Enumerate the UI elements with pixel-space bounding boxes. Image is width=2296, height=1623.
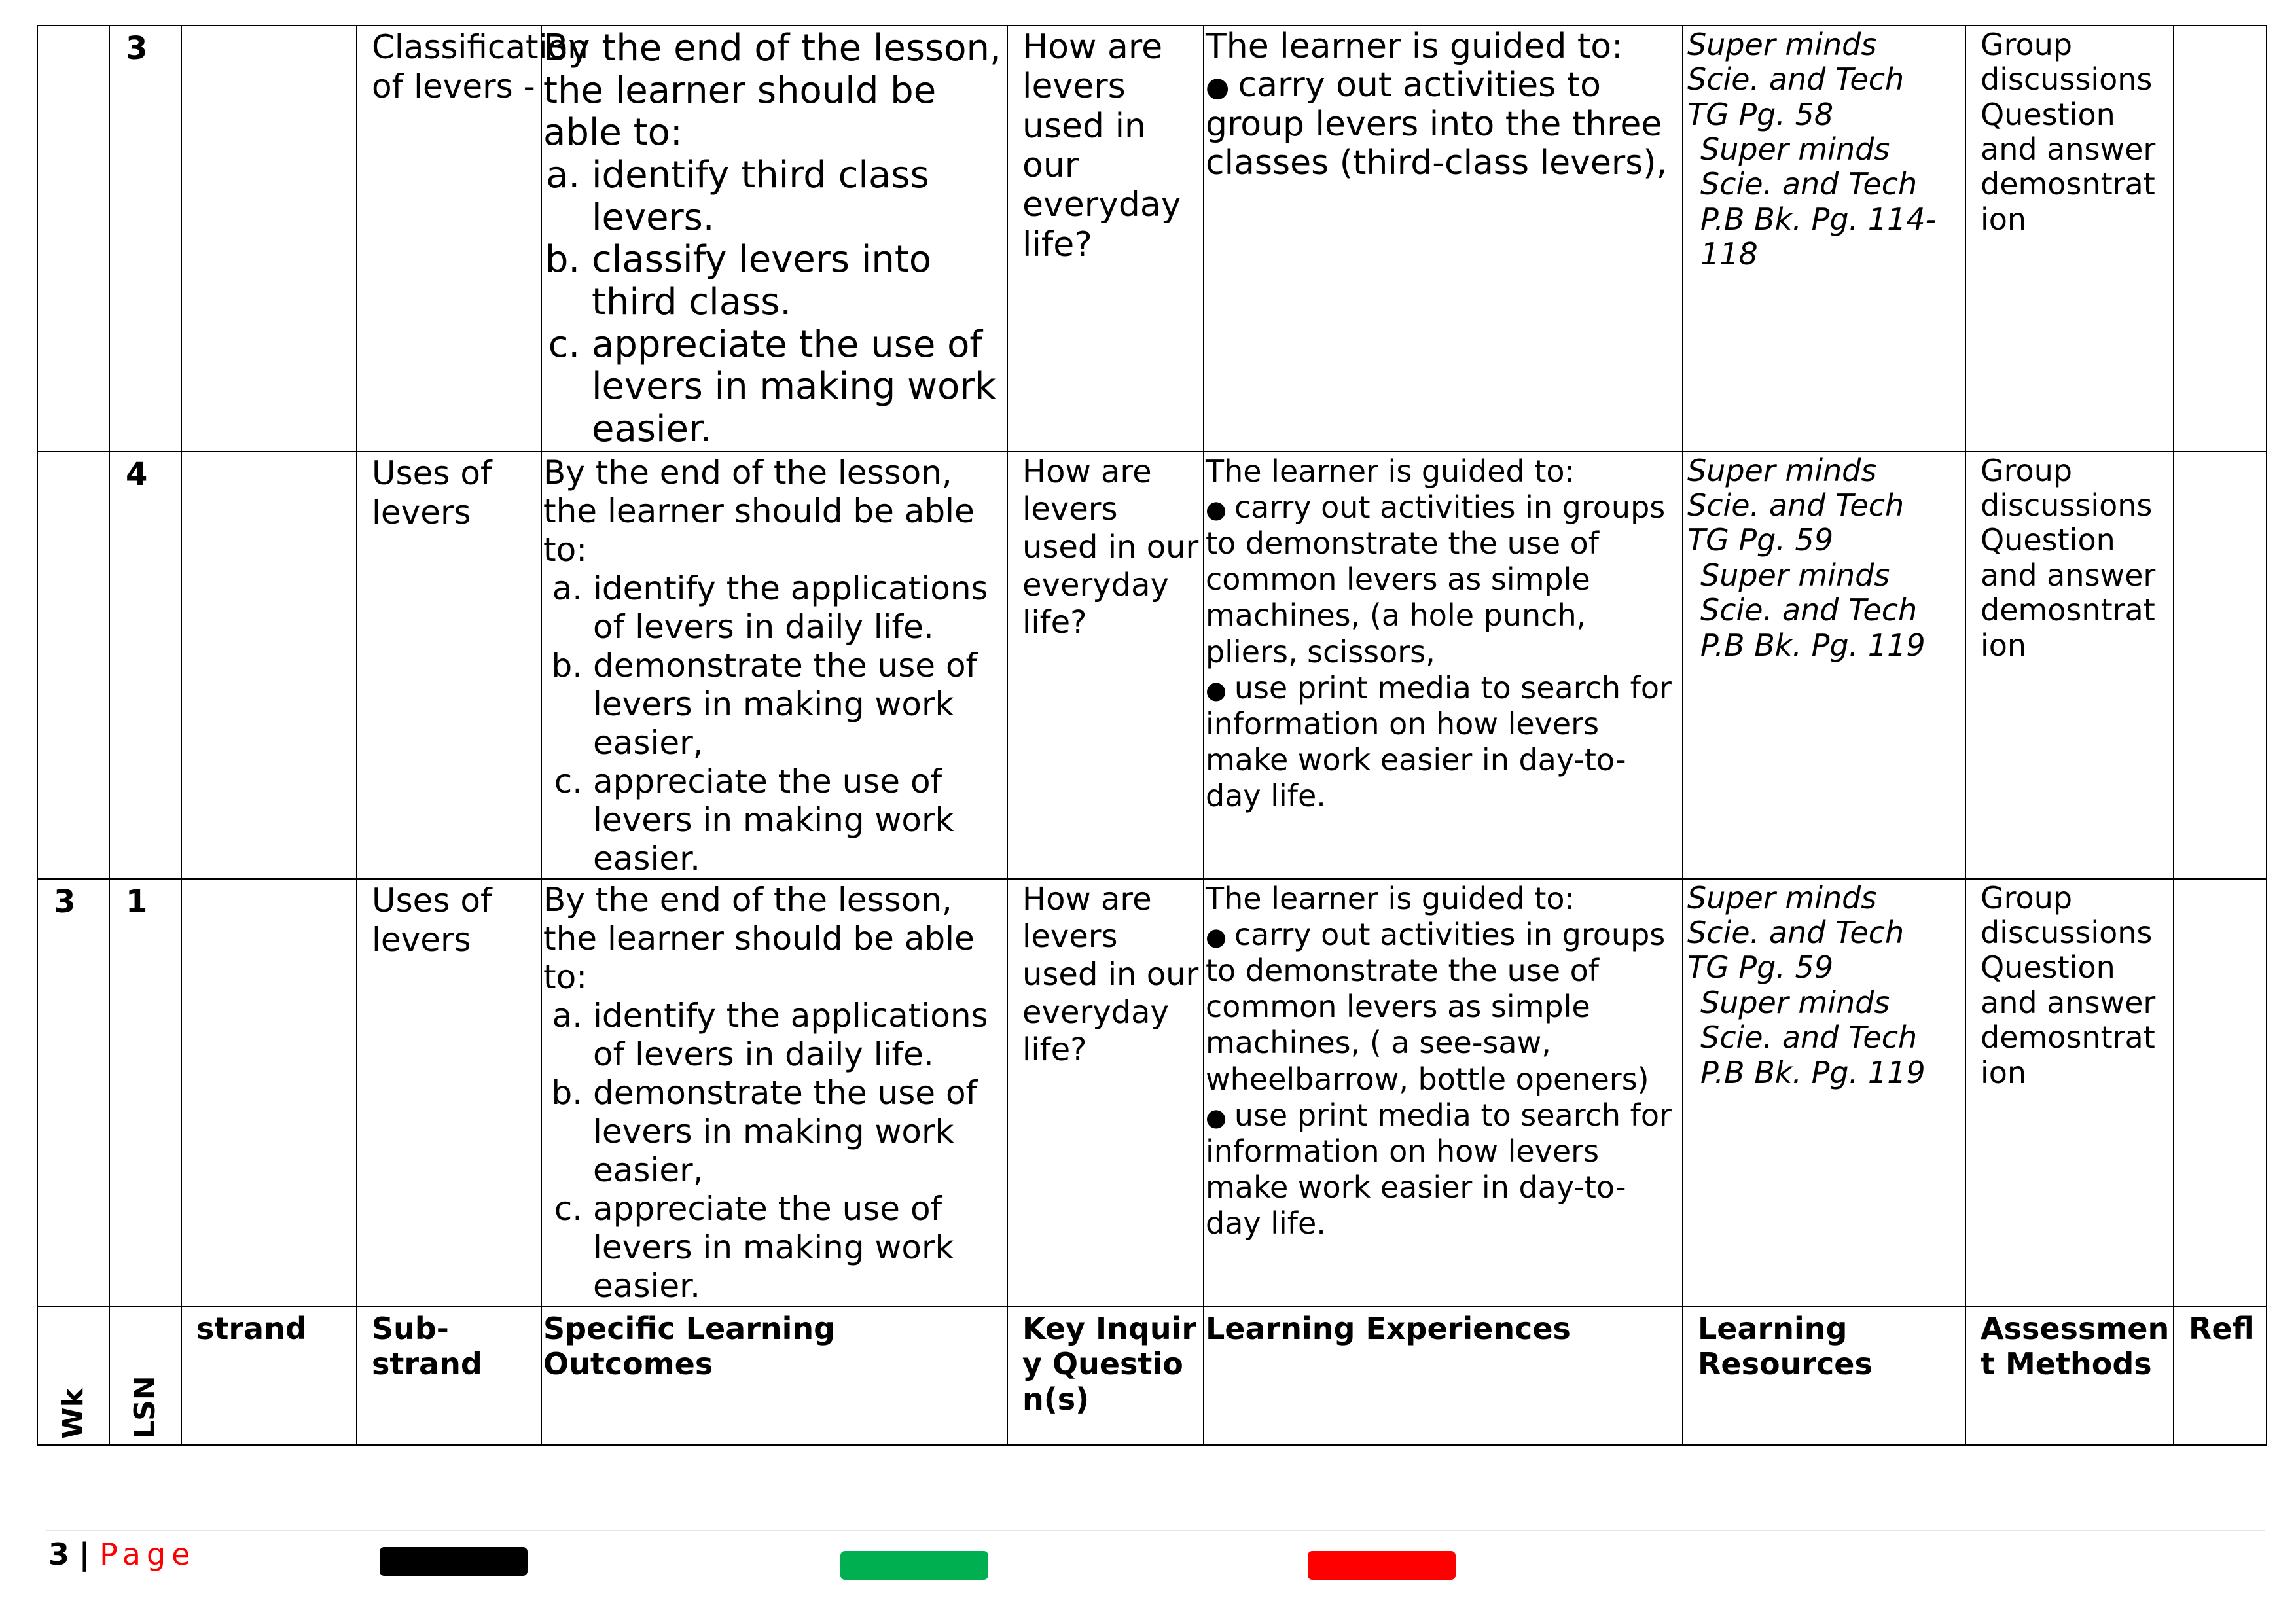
resource-line: TG Pg. 58: [1687, 96, 1834, 132]
resource-line: Scie. and Tech: [1687, 915, 1905, 951]
outcomes-list: [543, 997, 1004, 1306]
week-label: Wk: [56, 1387, 90, 1439]
table-row: [37, 452, 2267, 879]
assessment-line: and answer: [1981, 557, 2156, 593]
resource-line: Super minds: [1700, 557, 1890, 593]
resource-line: Scie. and Tech: [1700, 166, 1918, 202]
strand-cell: [181, 452, 357, 879]
resource-line: P.B Bk. Pg. 119: [1700, 1054, 1926, 1090]
assessment-line: ion: [1981, 201, 2027, 237]
experience-item: [1206, 490, 1679, 670]
experience-item: [1206, 917, 1679, 1097]
reflection-cell: [2174, 26, 2267, 452]
resource-line: Super minds: [1687, 880, 1877, 916]
outcomes-intro: By the end of the lesson, the learner should be able to:: [543, 880, 975, 996]
week-cell: [37, 26, 109, 452]
week-cell: [37, 452, 109, 879]
strand-cell: [181, 879, 357, 1306]
lesson-cell: 3: [109, 26, 181, 452]
page-footer: [48, 1537, 196, 1572]
table-row: [37, 879, 2267, 1306]
experience-item: [1206, 1097, 1679, 1242]
inquiry-question-cell: How are levers used in our everyday life?: [1007, 879, 1204, 1306]
outcomes-cell: [541, 26, 1007, 452]
outcomes-header: Specific Learning Outcomes: [541, 1306, 1007, 1445]
outcome-item: c. appreciate the use of levers in making work easier.: [593, 762, 1004, 878]
assessment-line: ion: [1981, 627, 2027, 663]
inquiry-question-header: Key Inquiry Question(s): [1007, 1306, 1204, 1445]
page-number: 3: [48, 1537, 70, 1572]
experience-text: carry out activities in groups to demonstrate the use of common levers as simple machines, ( a see-saw, wheelbarrow, bottle openers): [1206, 916, 1666, 1097]
resources-cell: [1683, 26, 1965, 452]
experience-text: use print media to search for information on how levers make work easier in day-to-day life.: [1206, 1097, 1672, 1241]
week-cell: 3: [37, 879, 109, 1306]
resource-line: P.B Bk. Pg. 119: [1700, 627, 1926, 663]
substrand-cell: Classification of levers -: [357, 26, 541, 452]
experiences-intro: The learner is guided to:: [1206, 880, 1575, 916]
scheme-of-work-table: [37, 25, 2267, 1446]
experiences-cell: [1204, 879, 1683, 1306]
footer-separator: |: [79, 1537, 90, 1572]
outcome-item: b. demonstrate the use of levers in making work easier,: [593, 647, 1004, 762]
resource-line: Scie. and Tech: [1687, 488, 1905, 524]
week-header: [37, 1306, 109, 1445]
substrand-header: Sub-strand: [357, 1306, 541, 1445]
assessment-line: demosntrat: [1981, 166, 2155, 202]
substrand-cell: Uses of levers: [357, 452, 541, 879]
assessment-line: Group: [1981, 880, 2073, 916]
lesson-cell: 1: [109, 879, 181, 1306]
inquiry-question-cell: How are levers used in our everyday life?: [1007, 452, 1204, 879]
resource-line: TG Pg. 59: [1687, 522, 1834, 558]
outcomes-list: [543, 569, 1004, 878]
assessment-line: demosntrat: [1981, 592, 2155, 628]
assessment-line: Question: [1981, 950, 2115, 986]
inquiry-question-cell: How are levers used in our everyday life?: [1007, 26, 1204, 452]
experiences-cell: [1204, 26, 1683, 452]
bullet-icon: ●: [1206, 1103, 1234, 1132]
table-row: [37, 26, 2267, 452]
assessment-line: and answer: [1981, 132, 2156, 168]
resource-line: Scie. and Tech: [1700, 592, 1918, 628]
resource-line: Super minds: [1700, 132, 1890, 168]
experience-text: carry out activities in groups to demonstrate the use of common levers as simple machines, (a hole punch, pliers, scissors,: [1206, 489, 1666, 669]
assessment-header: Assessment Methods: [1965, 1306, 2174, 1445]
reflection-cell: [2174, 452, 2267, 879]
header-row: [37, 1306, 2267, 1445]
red-swatch: [1308, 1551, 1456, 1580]
table-body: [37, 26, 2267, 1445]
resource-line: Super minds: [1687, 27, 1877, 62]
assessment-line: Group: [1981, 27, 2073, 62]
strand-cell: [181, 26, 357, 452]
assessment-cell: [1965, 26, 2174, 452]
resources-cell: [1683, 452, 1965, 879]
reflection-cell: [2174, 879, 2267, 1306]
lesson-label: LSN: [128, 1376, 162, 1439]
assessment-line: Group: [1981, 452, 2073, 488]
bullet-icon: ●: [1206, 495, 1234, 524]
outcome-item: c. appreciate the use of levers in making work easier.: [592, 324, 1004, 451]
lesson-header: [109, 1306, 181, 1445]
assessment-line: discussions: [1981, 488, 2153, 524]
assessment-line: discussions: [1981, 915, 2153, 951]
outcome-item: b. demonstrate the use of levers in making work easier,: [593, 1074, 1004, 1190]
experiences-intro: The learner is guided to:: [1206, 27, 1623, 66]
outcomes-cell: [541, 879, 1007, 1306]
experience-text: use print media to search for information on how levers make work easier in day-to-day life.: [1206, 669, 1672, 814]
experience-item: [1206, 66, 1679, 183]
assessment-line: demosntrat: [1981, 1020, 2155, 1056]
resources-header: Learning Resources: [1683, 1306, 1965, 1445]
assessment-line: discussions: [1981, 62, 2153, 98]
outcome-item: b. classify levers into third class.: [592, 239, 1004, 323]
assessment-line: Question: [1981, 96, 2115, 132]
resource-line: Super minds: [1700, 984, 1890, 1020]
strand-header: strand: [181, 1306, 357, 1445]
resource-line: Super minds: [1687, 452, 1877, 488]
bullet-icon: ●: [1206, 675, 1234, 704]
resource-line: P.B Bk. Pg. 114-118: [1700, 201, 1937, 272]
resource-line: TG Pg. 59: [1687, 950, 1834, 986]
outcome-item: c. appreciate the use of levers in making work easier.: [593, 1190, 1004, 1306]
outcomes-intro: By the end of the lesson, the learner should be able to:: [543, 27, 1001, 154]
substrand-cell: Uses of levers: [357, 879, 541, 1306]
assessment-line: Question: [1981, 522, 2115, 558]
outcome-item: a. identify the applications of levers in daily life.: [593, 569, 1004, 647]
outcome-item: a. identify third class levers.: [592, 154, 1004, 239]
green-swatch: [840, 1551, 988, 1580]
experiences-header: Learning Experiences: [1204, 1306, 1683, 1445]
experience-text: carry out activities to group levers into the three classes (third-class levers),: [1206, 65, 1668, 183]
black-swatch: [380, 1547, 528, 1576]
resource-line: Scie. and Tech: [1700, 1020, 1918, 1056]
resources-cell: [1683, 879, 1965, 1306]
assessment-line: and answer: [1981, 984, 2156, 1020]
experience-item: [1206, 670, 1679, 815]
resource-line: Scie. and Tech: [1687, 62, 1905, 98]
bullet-icon: ●: [1206, 922, 1234, 951]
outcomes-intro: By the end of the lesson, the learner should be able to:: [543, 453, 975, 569]
assessment-cell: [1965, 879, 2174, 1306]
assessment-line: ion: [1981, 1054, 2027, 1090]
experiences-intro: The learner is guided to:: [1206, 453, 1575, 489]
outcomes-cell: [541, 452, 1007, 879]
assessment-cell: [1965, 452, 2174, 879]
lesson-cell: 4: [109, 452, 181, 879]
page-word: Page: [99, 1537, 196, 1572]
reflection-header: Refl: [2174, 1306, 2267, 1445]
outcomes-list: [543, 154, 1004, 451]
bullet-icon: ●: [1206, 71, 1238, 103]
footer-divider: [46, 1530, 2265, 1531]
experiences-cell: [1204, 452, 1683, 879]
outcome-item: a. identify the applications of levers in daily life.: [593, 997, 1004, 1074]
